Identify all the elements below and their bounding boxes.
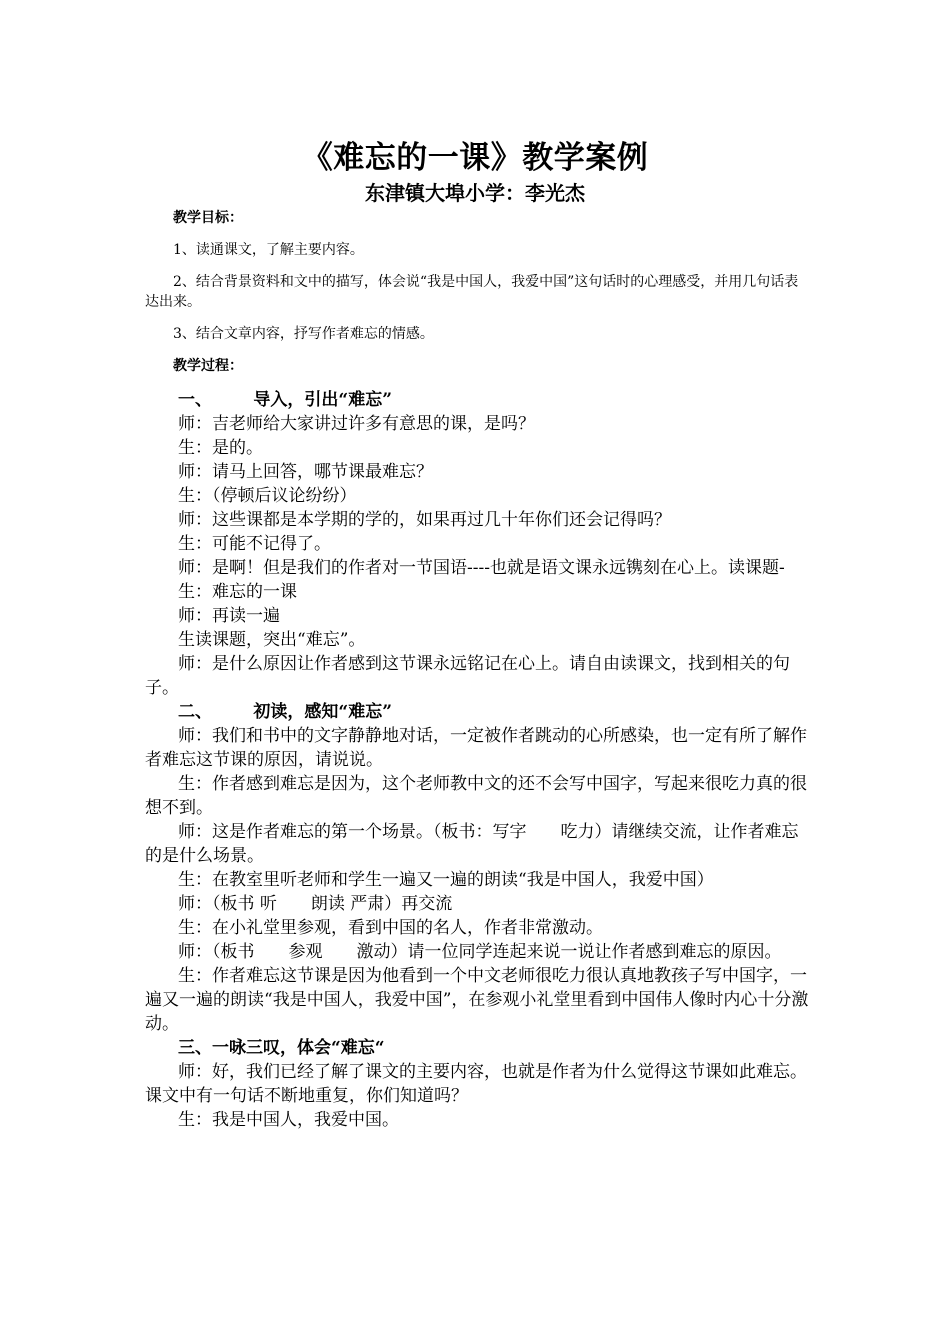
goal-item: 1、读通课文，了解主要内容。 <box>173 242 364 258</box>
dialogue-line: 师：是啊！但是我们的作者对一节国语----也就是语文课永远镌刻在心上。读课题- <box>178 558 785 578</box>
dialogue-line: 生：作者感到难忘是因为，这个老师教中文的还不会写中国字，写起来很吃力真的很想不到。 <box>145 774 807 818</box>
document-title: 《难忘的一课》教学案例 <box>301 140 649 176</box>
section-heading-1: 一、 导入，引出“难忘” <box>178 390 392 410</box>
process-heading: 教学过程： <box>173 358 243 374</box>
dialogue-line: 师：（板书 听 朗读 严肃）再交流 <box>178 894 453 914</box>
dialogue-line: 师：我们和书中的文字静静地对话，一定被作者跳动的心所感染，也一定有所了解作者难忘这节课的原因，请说说。 <box>145 726 807 770</box>
dialogue-line: 师：这是作者难忘的第一个场景。（板书：写字 吃力）请继续交流，让作者难忘的是什么场景。 <box>145 822 799 866</box>
dialogue-line: 生读课题，突出“难忘”。 <box>178 630 366 650</box>
dialogue-line: 生：是的。 <box>178 438 263 458</box>
dialogue-line: 生：在小礼堂里参观，看到中国的名人，作者非常激动。 <box>178 918 603 938</box>
dialogue-line: 师：好，我们已经了解了课文的主要内容，也就是作者为什么觉得这节课如此难忘。课文中有一句话不断地重复，你们知道吗？ <box>145 1062 807 1106</box>
dialogue-line: 师：吉老师给大家讲过许多有意思的课，是吗？ <box>178 414 535 434</box>
section-heading-2: 二、 初读，感知“难忘” <box>178 702 392 722</box>
dialogue-line: 师：（板书 参观 激动）请一位同学连起来说一说让作者感到难忘的原因。 <box>178 942 782 962</box>
dialogue-line: 师：是什么原因让作者感到这节课永远铭记在心上。请自由读课文，找到相关的句子。 <box>145 654 790 698</box>
dialogue-line: 生：在教室里听老师和学生一遍又一遍的朗读“我是中国人，我爱中国） <box>178 870 714 890</box>
dialogue-line: 师：请马上回答，哪节课最难忘？ <box>178 462 433 482</box>
section-heading-3: 三、一咏三叹，体会“难忘“ <box>178 1038 385 1058</box>
dialogue-line: 师：这些课都是本学期的学的，如果再过几十年你们还会记得吗？ <box>178 510 671 530</box>
dialogue-line: 生：可能不记得了。 <box>178 534 331 554</box>
author-line: 东津镇大埠小学：李光杰 <box>365 181 585 205</box>
dialogue-line: 生：难忘的一课 <box>178 582 297 602</box>
goal-item: 2、结合背景资料和文中的描写，体会说“我是中国人，我爱中国”这句话时的心理感受，并用几句话表达出来。 <box>145 274 799 310</box>
document-body <box>145 208 809 1132</box>
dialogue-line: 生：（停顿后议论纷纷） <box>178 486 357 506</box>
goal-item: 3、结合文章内容，抒写作者难忘的情感。 <box>173 326 434 342</box>
dialogue-line: 师：再读一遍 <box>178 606 280 626</box>
dialogue-line: 生：我是中国人，我爱中国。 <box>178 1110 399 1130</box>
dialogue-line: 生：作者难忘这节课是因为他看到一个中文老师很吃力很认真地教孩子写中国字，一遍又一遍的朗读“我是中国人，我爱中国”，在参观小礼堂里看到中国伟人像时内心十分激动。 <box>145 966 809 1034</box>
goals-heading: 教学目标： <box>173 210 243 226</box>
